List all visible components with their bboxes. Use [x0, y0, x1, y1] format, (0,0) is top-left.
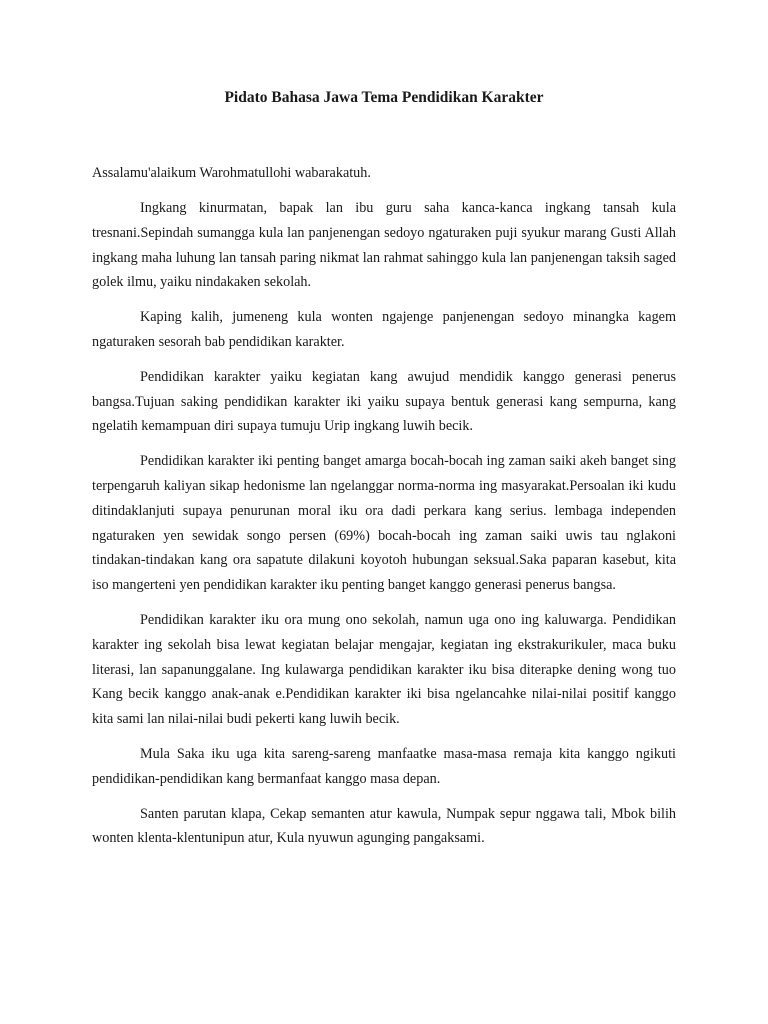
paragraph-5: Pendidikan karakter iku ora mung ono sekolah, namun uga ono ing kaluwarga. Pendidikan karakter ing sekolah bisa lewat kegiatan belajar mengajar, kegiatan ing ekstrakurikuler, maca buku literasi, lan sapanunggalane. Ing kulawarga pendidikan karakter iku bisa diterapke dening wong tuo Kang becik kanggo anak-anak e.Pendidikan karakter iki bisa ngelancahke nilai-nilai positif kanggo kita sami lan nilai-nilai budi pekerti kang luwih becik.: [92, 611, 676, 728]
paragraph-6: Mula Saka iku uga kita sareng-sareng manfaatke masa-masa remaja kita kanggo ngikuti pendidikan-pendidikan kang bermanfaat kanggo masa depan.: [92, 745, 676, 787]
paragraph-2: Kaping kalih, jumeneng kula wonten ngajenge panjenengan sedoyo minangka kagem ngaturaken sesorah bab pendidikan karakter.: [92, 309, 676, 350]
paragraph-4: Pendidikan karakter iki penting banget amarga bocah-bocah ing zaman saiki akeh banget sing terpengaruh kaliyan sikap hedonisme lan ngelanggar norma-norma ing masyarakat.Persoalan iki kudu ditindaklanjuti supaya penurunan moral iku ora dadi perkara kang serius. lembaga independen ngaturaken yen sewidak songo persen (69%) bocah-bocah ing zaman saiki uwis tau nglakoni tindakan-tindakan kang ora sapatute dilakuni koyotoh hubungan seksual.Saka paparan kasebut, kita iso mangerteni yen pendidikan karakter iku penting banget kanggo generasi penerus bangsa.: [92, 453, 676, 594]
paragraph-1: Ingkang kinurmatan, bapak lan ibu guru saha kanca-kanca ingkang tansah kula tresnani.Sepindah sumangga kula lan panjenengan sedoyo ngaturaken puji syukur marang Gusti Allah ingkang maha luhung lan tansah paring nikmat lan rahmat sahinggo kula lan panjenengan taksih saged golek ilmu, yaiku nindakaken sekolah.: [92, 200, 676, 291]
paragraph-7: Santen parutan klapa, Cekap semanten atur kawula, Numpak sepur nggawa tali, Mbok bilih wonten klenta-klentunipun atur, Kula nyuwun agunging pangaksami.: [92, 805, 676, 847]
paragraph-3: Pendidikan karakter yaiku kegiatan kang awujud mendidik kanggo generasi penerus bangsa.Tujuan saking pendidikan karakter iki yaiku supaya bentuk generasi kang sempurna, kang ngelatih kemampuan diri supaya tumuju Urip ingkang luwih becik.: [92, 368, 676, 435]
document-title: Pidato Bahasa Jawa Tema Pendidikan Karakter: [224, 89, 544, 106]
document-body: [92, 160, 676, 861]
greeting-line: Assalamu'alaikum Warohmatullohi wabarakatuh.: [92, 165, 371, 181]
